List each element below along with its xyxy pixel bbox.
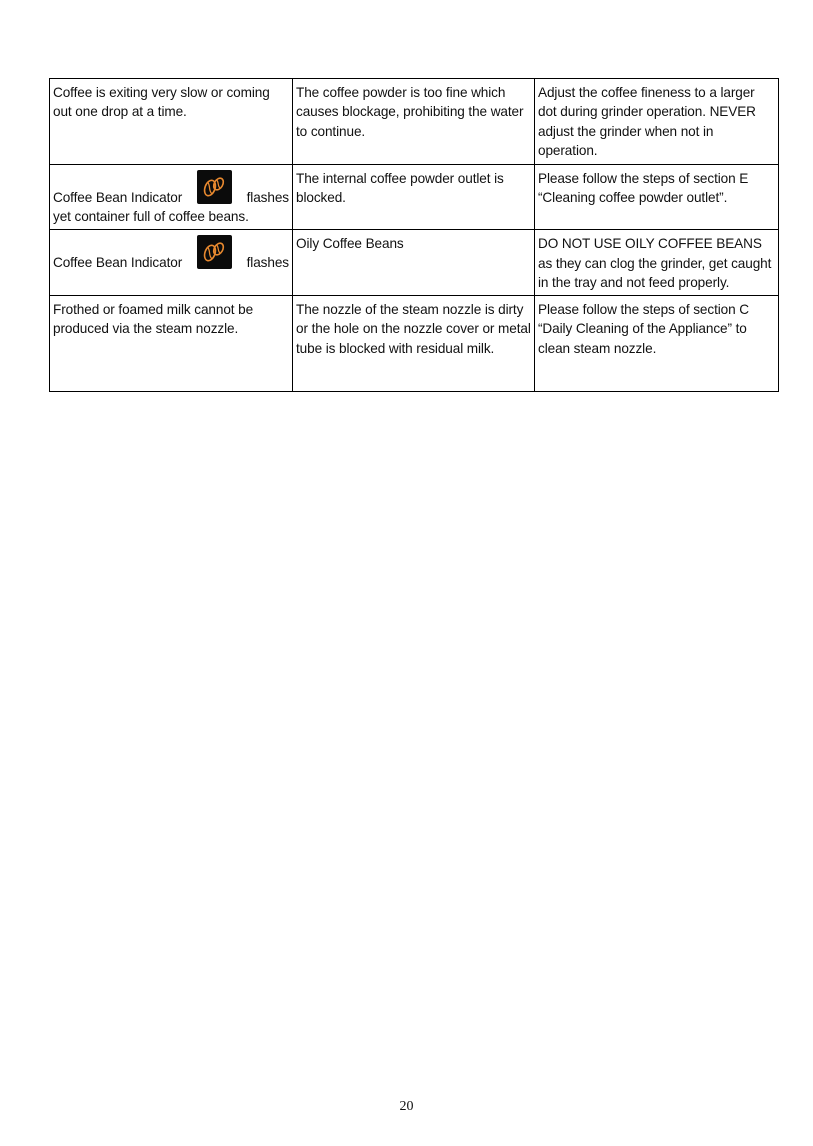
cause-cell (293, 230, 535, 296)
solution-text: DO NOT USE OILY COFFEE BEANS as they can clog the grinder, get caught in the tray and not feed properly. (538, 236, 772, 290)
problem-text: Frothed or foamed milk cannot be produced via the steam nozzle. (53, 302, 254, 337)
coffee-bean-icon (197, 170, 232, 204)
table-row (50, 230, 779, 296)
solution-cell (535, 79, 779, 165)
table-row (50, 79, 779, 165)
cause-cell (293, 79, 535, 165)
cause-text: The internal coffee powder outlet is blocked. (296, 171, 504, 206)
table-row (50, 296, 779, 392)
solution-cell (535, 165, 779, 230)
solution-text: Adjust the coffee fineness to a larger dot during grinder operation. NEVER adjust the grinder when not in operation. (538, 85, 756, 158)
cause-text: The coffee powder is too fine which causes blockage, prohibiting the water to continue. (296, 85, 524, 139)
cause-text: Oily Coffee Beans (296, 236, 404, 252)
problem-text-continued: yet container full of coffee beans. (53, 209, 249, 224)
problem-cell (50, 165, 293, 230)
indicator-label: Coffee Bean Indicator (53, 255, 183, 270)
solution-text: Please follow the steps of section E “Cleaning coffee powder outlet”. (538, 171, 749, 206)
problem-cell (50, 296, 293, 392)
cause-cell (293, 296, 535, 392)
problem-text: Coffee is exiting very slow or coming out one drop at a time. (53, 85, 270, 120)
indicator-line (53, 169, 289, 207)
problem-cell (50, 79, 293, 165)
problem-cell (50, 230, 293, 296)
indicator-line (53, 232, 289, 272)
solution-cell (535, 230, 779, 296)
indicator-label: Coffee Bean Indicator (53, 189, 183, 205)
cause-cell (293, 165, 535, 230)
flashes-text: flashes (246, 189, 289, 205)
solution-cell (535, 296, 779, 392)
solution-text: Please follow the steps of section C “Daily Cleaning of the Appliance” to clean steam nozzle. (538, 302, 749, 356)
coffee-bean-icon (197, 235, 232, 269)
page-number: 20 (399, 1099, 414, 1114)
cause-text: The nozzle of the steam nozzle is dirty or the hole on the nozzle cover or metal tube is blocked with residual milk. (296, 302, 531, 356)
table-row (50, 165, 779, 230)
flashes-text: flashes (246, 255, 289, 270)
troubleshooting-table (49, 78, 779, 392)
